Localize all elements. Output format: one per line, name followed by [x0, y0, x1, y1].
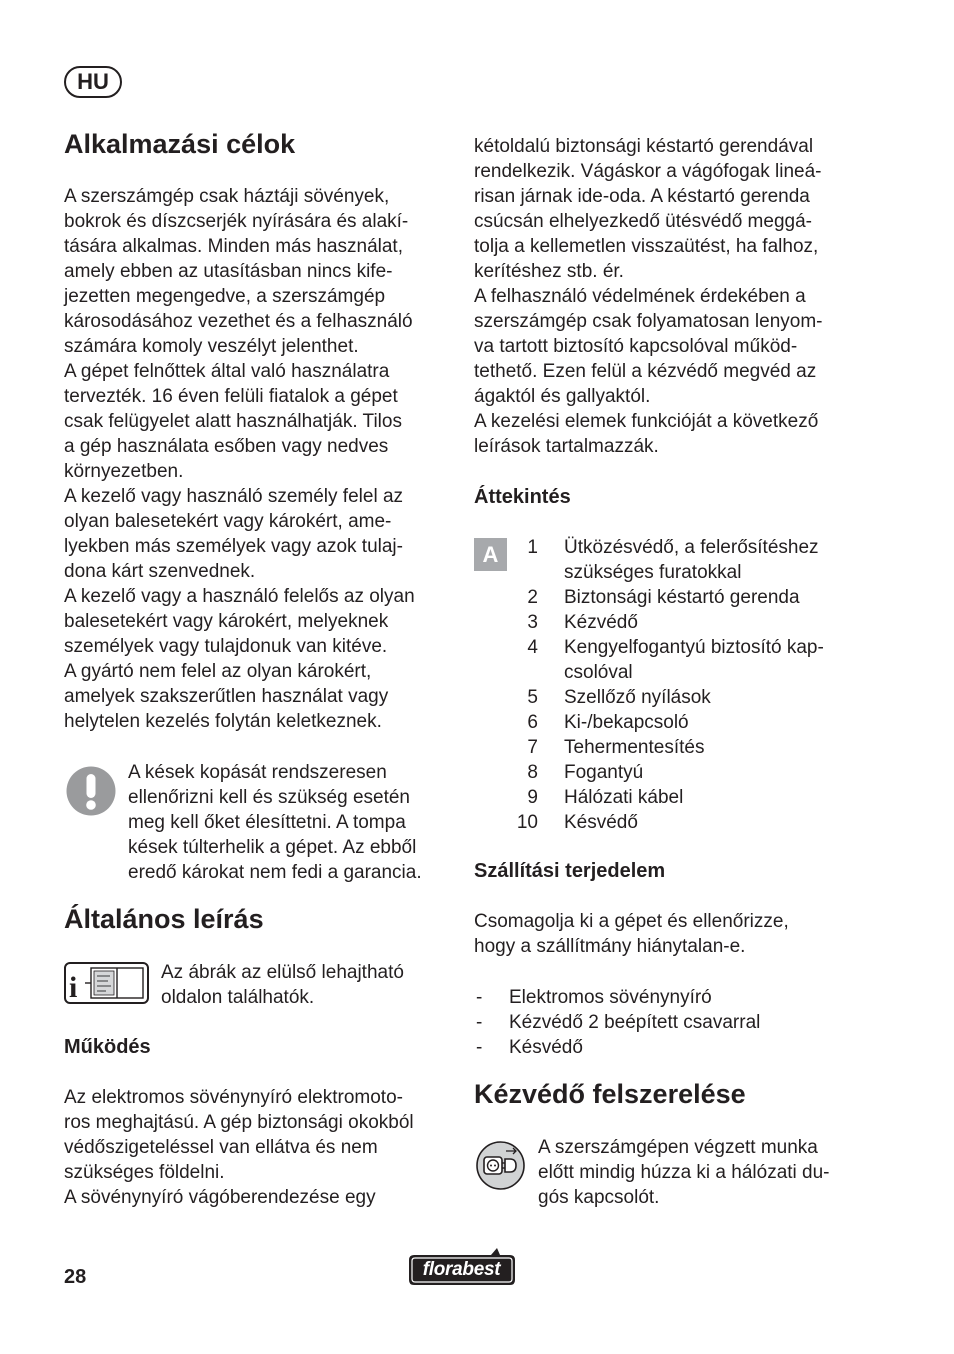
text-line: kerítéshez stb. ér. [474, 261, 624, 282]
warning-exclamation-icon [66, 766, 116, 816]
list-item-number: 8 [527, 762, 538, 783]
delivery-item-label: Kézvédő 2 beépített csavarral [509, 1012, 761, 1033]
text-line: eredő károkat nem fedi a garancia. [128, 862, 422, 883]
text-line: Csomagolja ki a gépet és ellenőrizze, [474, 911, 789, 932]
text-line: A szerszámgépen végzett munka [538, 1137, 818, 1158]
info-note [161, 960, 404, 1010]
text-line: olyan balesetekért vagy károkért, ame- [64, 511, 392, 532]
list-item-label: Tehermentesítés [564, 737, 705, 758]
warning-note [128, 760, 422, 885]
text-line: szerszámgép csak folyamatosan lenyom- [474, 311, 823, 332]
text-line: számára komoly veszélyt jelenthet. [64, 336, 359, 357]
list-item-label: Biztonsági késtartó gerenda [564, 587, 800, 608]
text-line: A szerszámgép csak háztáji sövények, [64, 186, 390, 207]
text-line: gós kapcsolót. [538, 1187, 660, 1208]
text-line: A kések kopását rendszeresen [128, 762, 387, 783]
figure-label-badge: A [474, 538, 507, 571]
text-line: A gépet felnőttek által való használatra [64, 361, 390, 382]
subsection-title-szallitasi-terjedelem: Szállítási terjedelem [474, 860, 666, 882]
text-line: A felhasználó védelmének érdekében a [474, 286, 806, 307]
text-line: oldalon találhatók. [161, 987, 315, 1008]
text-line: tására alkalmas. Minden más használat, [64, 236, 403, 257]
language-badge: HU [64, 66, 122, 98]
text-line: Az ábrák az elülső lehajtható [161, 962, 404, 983]
text-line: ágaktól és gallyaktól. [474, 386, 651, 407]
text-line: tethető. Ezen felül a kézvédő megvéd az [474, 361, 817, 382]
list-item-number: 7 [527, 737, 538, 758]
unplug-warning-icon [476, 1141, 525, 1190]
list-item-label: Késvédő [564, 812, 638, 833]
florabest-logo [405, 1246, 518, 1288]
delivery-paragraph [474, 909, 789, 959]
text-line: rendelkezik. Vágáskor a vágófogak lineá- [474, 161, 822, 182]
page-number: 28 [64, 1266, 87, 1288]
text-line: A gyártó nem felel az olyan károkért, [64, 661, 372, 682]
section-title-kezvedo-felszerelese: Kézvédő felszerelése [474, 1079, 746, 1109]
text-line: védőszigeteléssel van ellátva és nem [64, 1137, 378, 1158]
list-item-label: csolóval [564, 662, 633, 683]
list-item-number: 5 [527, 687, 538, 708]
text-line: dona kárt szenvednek. [64, 561, 256, 582]
subsection-title-mukodes: Működés [64, 1036, 151, 1058]
text-line: csúcsán elhelyezkedő ütésvédő meggá- [474, 211, 812, 232]
list-item-number: 10 [516, 812, 538, 833]
list-item-label: Kézvédő [564, 612, 638, 633]
bullet-dash: - [476, 1012, 483, 1033]
section-title-alkalmazasi-celok: Alkalmazási célok [64, 129, 296, 159]
bullet-dash: - [476, 987, 483, 1008]
delivery-item-label: Elektromos sövénynyíró [509, 987, 712, 1008]
bullet-dash: - [476, 1037, 483, 1058]
text-line: balesetekért vagy károkért, melyeknek [64, 611, 389, 632]
text-line: személyek vagy tulajdonuk van kitéve. [64, 636, 388, 657]
text-line: Az elektromos sövénynyíró elektromoto- [64, 1087, 403, 1108]
list-item-label: Kengyelfogantyú biztosító kap- [564, 637, 824, 658]
text-line: előtt mindig húzza ki a hálózati du- [538, 1162, 830, 1183]
list-item-number: 4 [527, 637, 538, 658]
svg-text:i: i [69, 971, 78, 1004]
list-item-label: Hálózati kábel [564, 787, 684, 808]
subsection-title-attekintes: Áttekintés [474, 486, 571, 508]
list-item-label: Ütközésvédő, a felerősítéshez [564, 537, 819, 558]
text-line: ellenőrizni kell és szükség esetén [128, 787, 410, 808]
foldout-info-icon [64, 962, 149, 1004]
function-paragraph-continued [474, 134, 822, 459]
text-line: A kezelő vagy használó személy felel az [64, 486, 404, 507]
section-title-altalanos-leiras: Általános leírás [64, 904, 264, 934]
text-line: hogy a szállítmány hiánytalan-e. [474, 936, 746, 957]
text-line: A sövénynyíró vágóberendezése egy [64, 1187, 376, 1208]
text-line: környezetben. [64, 461, 184, 482]
list-item-label: Fogantyú [564, 762, 644, 783]
list-item-label: szükséges furatokkal [564, 562, 742, 583]
text-line: tolja a kellemetlen visszaütést, ha falhoz, [474, 236, 819, 257]
text-line: amely ebben az utasításban nincs kife- [64, 261, 393, 282]
list-item-number: 6 [527, 712, 538, 733]
list-item-number: 1 [527, 537, 538, 558]
text-line: kések túlterhelik a gépet. Az ebből [128, 837, 417, 858]
text-line: risan járnak ide-oda. A késtartó gerenda [474, 186, 810, 207]
text-line: va tartott biztosító kapcsolóval működ- [474, 336, 798, 357]
text-line: csak felügyelet alatt használhatják. Tilos [64, 411, 402, 432]
text-line: lyekben más személyek vagy azok tulaj- [64, 536, 403, 557]
delivery-item-label: Késvédő [509, 1037, 583, 1058]
text-line: a gép használata esőben vagy nedves [64, 436, 389, 457]
unplug-note [538, 1135, 830, 1210]
text-line: kétoldalú biztonsági késtartó gerendával [474, 136, 814, 157]
logo-wordmark: florabest [422, 1259, 501, 1280]
text-line: jezetten megengedve, a szerszámgép [64, 286, 386, 307]
text-line: ros meghajtású. A gép biztonsági okokból [64, 1112, 414, 1133]
text-line: A kezelő vagy a használó felelős az olyan [64, 586, 415, 607]
usage-paragraph [64, 184, 415, 734]
function-paragraph [64, 1085, 414, 1210]
text-line: meg kell őket élesíttetni. A tompa [128, 812, 406, 833]
text-line: A kezelési elemek funkcióját a következő [474, 411, 819, 432]
list-item-label: Szellőző nyílások [564, 687, 711, 708]
list-item-number: 2 [527, 587, 538, 608]
text-line: leírások tartalmazzák. [474, 436, 659, 457]
list-item-number: 9 [527, 787, 538, 808]
list-item-number: 3 [527, 612, 538, 633]
text-line: tervezték. 16 éven felüli fiatalok a gépet [64, 386, 398, 407]
text-line: károsodásához vezethet és a felhasználó [64, 311, 413, 332]
text-line: amelyek szakszerűtlen használat vagy [64, 686, 389, 707]
text-line: helytelen kezelés folytán keletkeznek. [64, 711, 382, 732]
text-line: szükséges földelni. [64, 1162, 225, 1183]
list-item-label: Ki-/bekapcsoló [564, 712, 689, 733]
text-line: bokrok és díszcserjék nyírására és alakí- [64, 211, 409, 232]
